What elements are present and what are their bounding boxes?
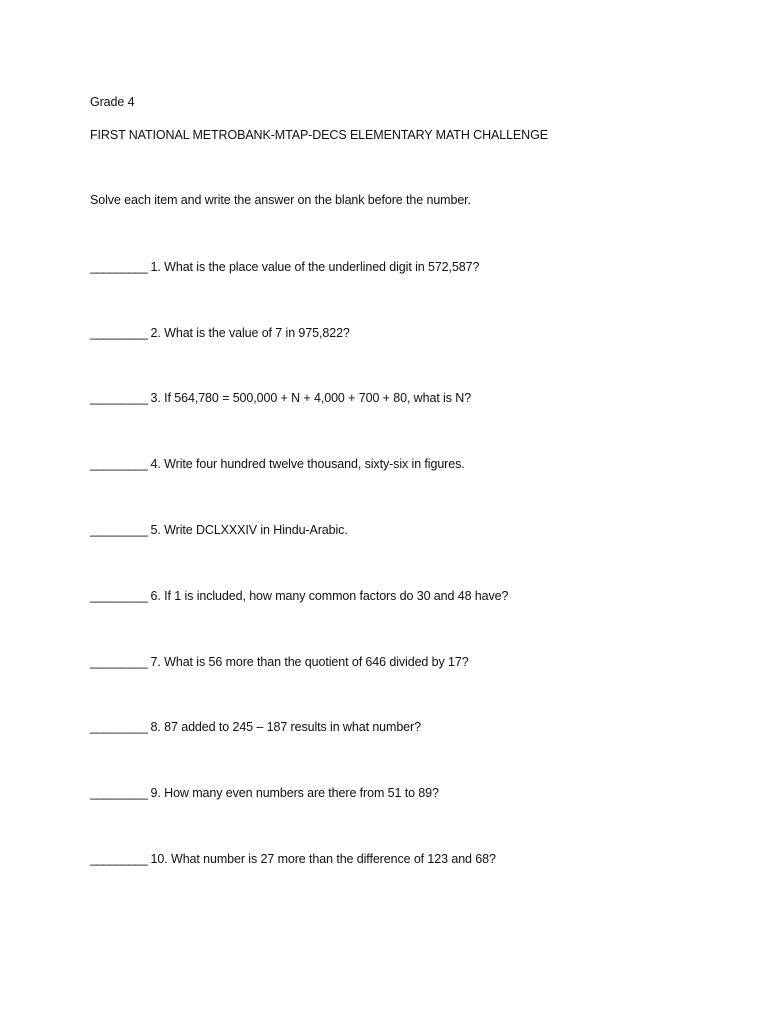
question-text: How many even numbers are there from 51 to 89? — [164, 786, 439, 800]
question-number: 4. — [150, 457, 161, 471]
answer-blank: _________ — [90, 457, 148, 471]
question-number: 2. — [150, 326, 161, 340]
answer-blank: _________ — [90, 720, 148, 734]
question-text: If 1 is included, how many common factors do 30 and 48 have? — [164, 589, 509, 603]
question-text: What is 56 more than the quotient of 646 divided by 17? — [164, 655, 469, 669]
question-item-7 — [90, 654, 469, 670]
question-text: What number is 27 more than the difference of 123 and 68? — [171, 852, 496, 866]
answer-blank: _________ — [90, 326, 148, 340]
question-item-2 — [90, 325, 350, 341]
answer-blank: _________ — [90, 391, 148, 405]
question-item-10 — [90, 851, 496, 867]
question-number: 3. — [150, 391, 161, 405]
question-number: 8. — [150, 720, 161, 734]
question-item-8 — [90, 719, 421, 735]
answer-blank: _________ — [90, 589, 148, 603]
question-item-1 — [90, 259, 479, 275]
question-number: 9. — [150, 786, 161, 800]
question-text: 87 added to 245 – 187 results in what number? — [164, 720, 421, 734]
question-item-5 — [90, 522, 348, 538]
question-text: What is the value of 7 in 975,822? — [164, 326, 350, 340]
question-number: 5. — [150, 523, 161, 537]
answer-blank: _________ — [90, 655, 148, 669]
worksheet-title: FIRST NATIONAL METROBANK-MTAP-DECS ELEMENTARY MATH CHALLENGE — [90, 128, 548, 142]
question-text: Write DCLXXXIV in Hindu-Arabic. — [164, 523, 348, 537]
question-text: What is the place value of the underlined digit in 572,587? — [164, 260, 480, 274]
grade-label: Grade 4 — [90, 95, 135, 109]
question-number: 6. — [150, 589, 161, 603]
question-item-9 — [90, 785, 439, 801]
question-item-6 — [90, 588, 508, 604]
instructions: Solve each item and write the answer on the blank before the number. — [90, 193, 471, 207]
question-text: If 564,780 = 500,000 + N + 4,000 + 700 + 80, what is N? — [164, 391, 472, 405]
question-text: Write four hundred twelve thousand, sixty-six in figures. — [164, 457, 465, 471]
question-number: 1. — [150, 260, 161, 274]
answer-blank: _________ — [90, 786, 148, 800]
question-number: 7. — [150, 655, 161, 669]
answer-blank: _________ — [90, 852, 148, 866]
question-number: 10. — [150, 852, 168, 866]
answer-blank: _________ — [90, 523, 148, 537]
answer-blank: _________ — [90, 260, 148, 274]
question-item-4 — [90, 456, 465, 472]
question-item-3 — [90, 390, 471, 406]
